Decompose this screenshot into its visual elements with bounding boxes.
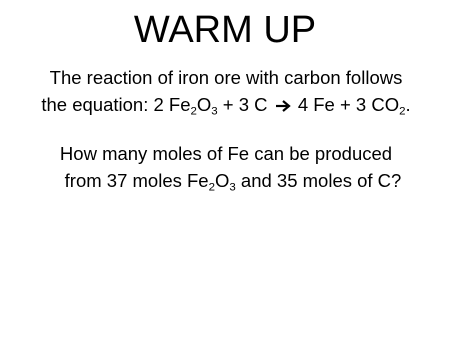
subscript: 2 — [399, 105, 406, 118]
equation-line — [41, 94, 411, 118]
equation-reactant-carbon: + 3 C — [217, 94, 273, 115]
question-suffix: and 35 moles of C? — [235, 170, 402, 191]
equation-end: . — [405, 94, 411, 115]
slide-body — [14, 64, 438, 194]
reaction-line-1: The reaction of iron ore with carbon follows — [49, 67, 403, 88]
question-line-2 — [51, 170, 402, 194]
equation-products: 4 Fe + 3 CO — [292, 94, 400, 115]
subscript: 2 — [208, 181, 215, 194]
question-oxygen: O — [214, 170, 230, 191]
question-prefix: from 37 moles Fe — [64, 170, 209, 191]
subscript: 3 — [229, 181, 236, 194]
subscript: 2 — [190, 105, 197, 118]
subscript: 3 — [211, 105, 218, 118]
equation-oxygen: O — [196, 94, 212, 115]
right-arrow-icon — [275, 93, 291, 120]
reaction-paragraph — [14, 64, 438, 120]
equation-prefix: the equation: 2 Fe — [41, 94, 191, 115]
slide-title: WARM UP — [133, 9, 317, 51]
question-paragraph — [14, 140, 438, 194]
question-line-1: How many moles of Fe can be produced — [59, 143, 393, 164]
